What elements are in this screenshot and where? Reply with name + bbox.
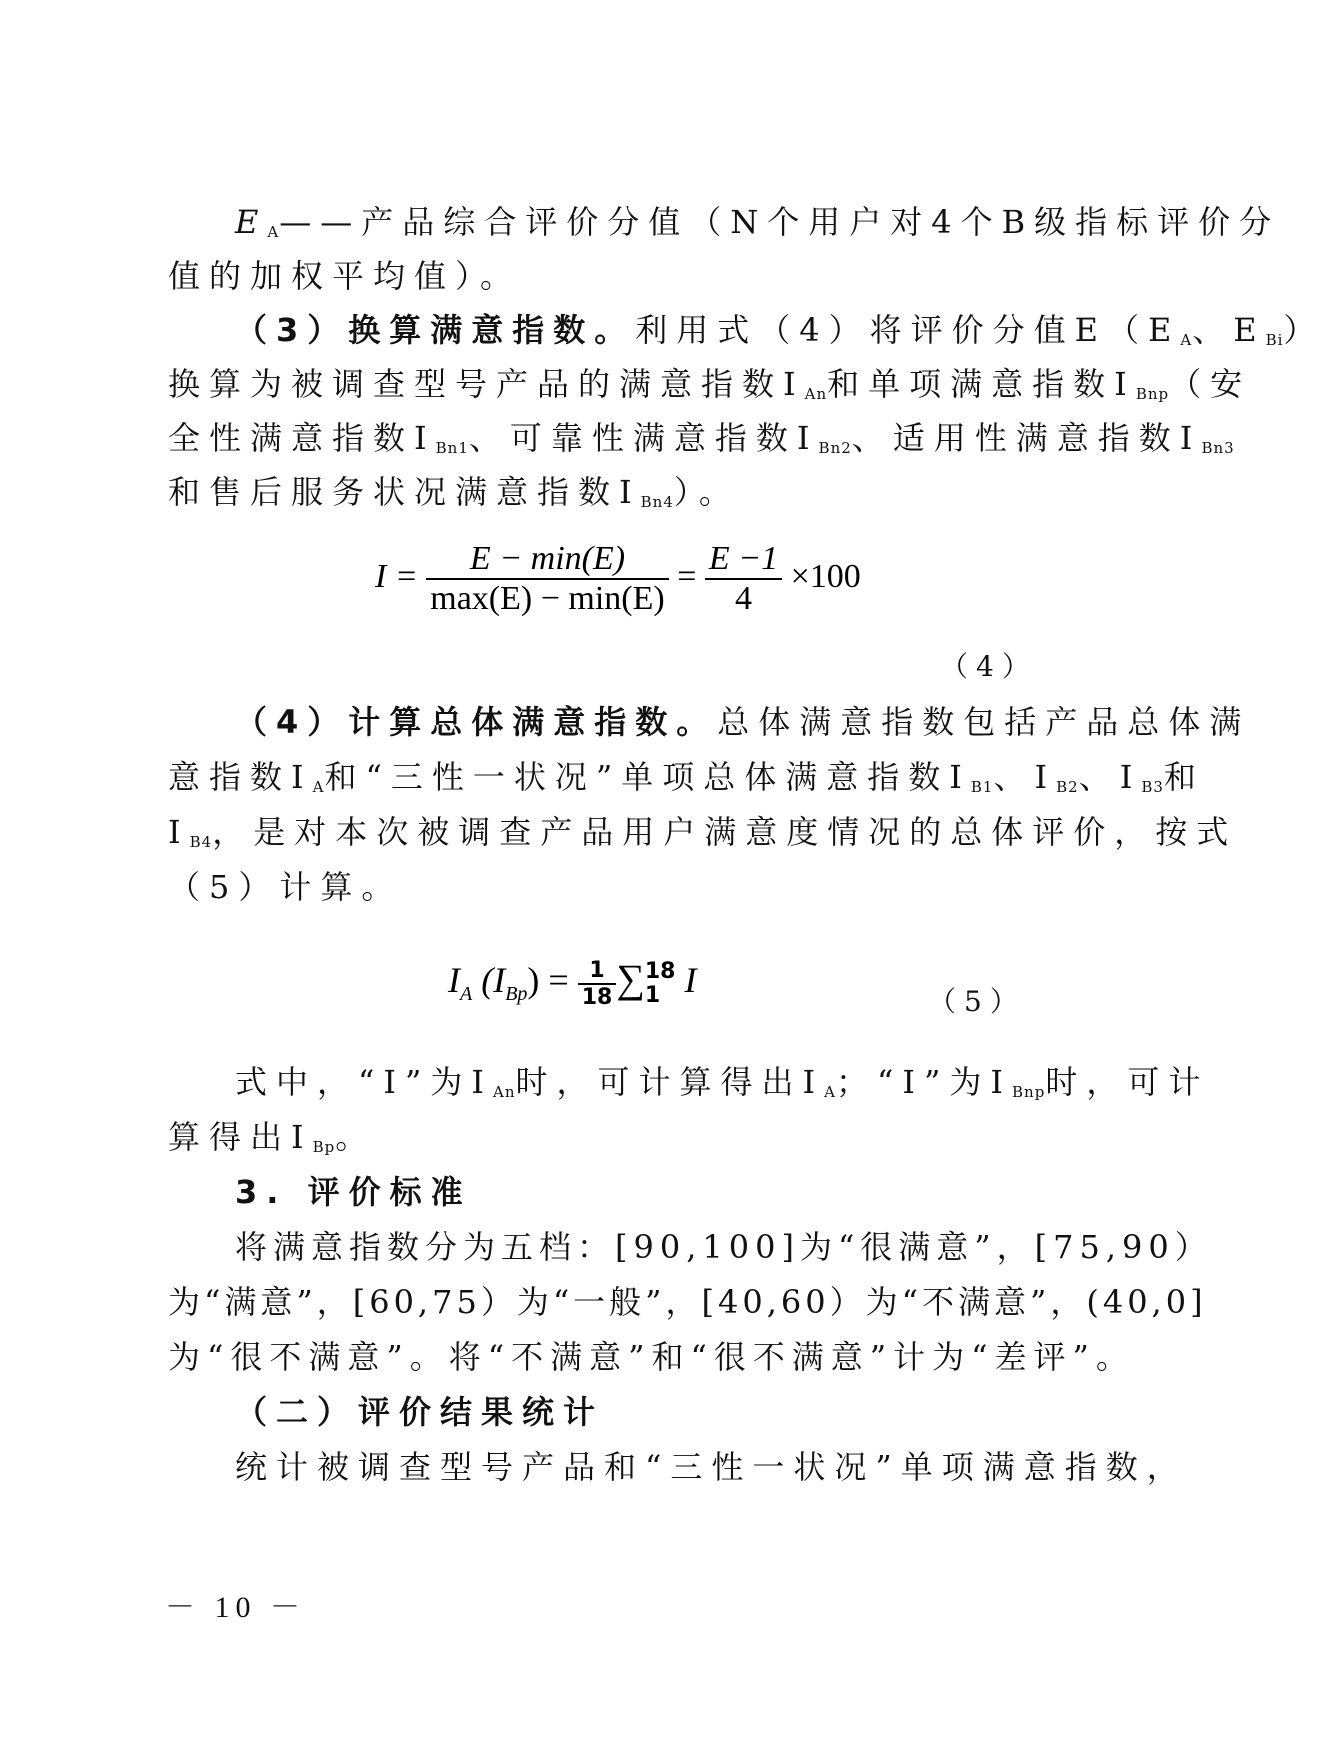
text-line (168, 362, 1252, 416)
text: 和“三性一状况”单项总体满意指数I (324, 758, 971, 796)
subscript: Bnp (1135, 385, 1170, 403)
text: ；“I”为I (836, 1063, 1013, 1101)
equation-number: （5） (928, 985, 1026, 1018)
text: 和单项满意指数I (827, 365, 1136, 403)
multiplier: ×100 (790, 557, 861, 595)
subscript: Bnp (1012, 1083, 1046, 1101)
text: 。 (335, 1118, 377, 1156)
subscript: A (824, 1083, 837, 1101)
section-heading: （4）计算总体满意指数。 (235, 703, 718, 741)
formula-paren: (I (481, 960, 506, 1000)
subscript: B2 (1056, 778, 1079, 796)
subscript: Bn2 (818, 439, 852, 457)
text: 和售后服务状况满意指数I (168, 473, 641, 511)
text: ，是对本次被调查产品用户满意度情况的总体评价，按式 (212, 813, 1238, 851)
subscript: B1 (970, 778, 994, 796)
text: 总体满意指数包括产品总体满 (717, 703, 1251, 741)
text: 算得出I (168, 1118, 313, 1156)
text-line: 值的加权平均值）。 (168, 257, 522, 295)
text-line: 为“满意”，[60,75）为“一般”，[40,60）为“不满意”，(40,0] (168, 1283, 1207, 1321)
fraction-minmax (426, 540, 668, 618)
text: 式中，“I”为I (235, 1063, 494, 1101)
subscript: Bn3 (1201, 439, 1235, 457)
upper-limit: 18 (644, 958, 676, 984)
text-line (168, 1115, 1090, 1169)
numerator: E − min(E) (426, 540, 668, 580)
denominator: 18 (581, 984, 613, 1010)
equals-sign: = (548, 960, 569, 1000)
summation-limits (645, 960, 676, 1008)
subscript: A (267, 223, 280, 241)
text: 意指数I (168, 758, 313, 796)
section-heading: （3）换算满意指数。 (235, 311, 636, 349)
text: 、E (1192, 311, 1266, 349)
text: 时，可计算得出I (515, 1063, 825, 1101)
formula-paren-close: ) (527, 960, 540, 1000)
equation-number: （4） (940, 650, 1038, 683)
text-line (168, 416, 1235, 470)
text: ——产品综合评价分值（N个用户对4个B级指标评价分 (279, 203, 1281, 241)
section-heading: （二）评价结果统计 (235, 1393, 605, 1431)
formula-subscript: Bp (505, 983, 528, 1005)
text: I (168, 813, 190, 851)
equals-sign: = (677, 557, 697, 595)
text: 、I (1078, 758, 1142, 796)
subscript: B4 (189, 833, 213, 851)
subscript: A (312, 778, 325, 796)
text: 全性满意指数I (168, 419, 436, 457)
subscript: Bn1 (435, 439, 469, 457)
numerator: 1 (578, 958, 617, 985)
text: 、适用性满意指数I (851, 419, 1202, 457)
formula-5 (448, 955, 697, 1010)
subscript: Bn4 (640, 493, 674, 511)
text-line (168, 810, 1238, 864)
formula-var: I (684, 960, 697, 1000)
subscript: Bp (312, 1138, 336, 1156)
subscript: An (493, 1083, 516, 1101)
symbol-e: E (235, 203, 268, 241)
page-number: － 10 － (165, 1591, 306, 1624)
text: 时，可计 (1045, 1063, 1210, 1101)
formula-subscript: A (460, 983, 473, 1005)
text: （安 (1169, 365, 1252, 403)
text-line (235, 1060, 1210, 1114)
formula-lhs: I (448, 960, 460, 1000)
text-line (168, 470, 1090, 524)
text-line (235, 200, 1281, 254)
text: 、I (993, 758, 1057, 796)
fraction-simplified (705, 540, 782, 618)
formula-4 (375, 540, 861, 618)
subscript: Bi (1265, 331, 1284, 349)
subscript: An (804, 385, 828, 403)
text-line (235, 308, 1324, 362)
text-line: 将满意指数分为五档：[90,100]为“很满意”，[75,90） (235, 1228, 1213, 1266)
subscript: A (1180, 331, 1193, 349)
denominator: max(E) − min(E) (430, 580, 665, 617)
text-line: （5）计算。 (168, 868, 403, 906)
numerator: E −1 (705, 540, 782, 580)
summation-sign: ∑ (616, 956, 645, 1001)
fraction-one-over-18 (578, 958, 617, 1010)
lower-limit: 1 (644, 982, 661, 1008)
text-line (168, 755, 1205, 809)
text: 和 (1163, 758, 1205, 796)
text: 、可靠性满意指数I (468, 419, 819, 457)
formula-lhs: I = (375, 557, 418, 595)
text-line (235, 700, 1251, 744)
text-line: 统计被调查型号产品和“三性一状况”单项满意指数， (235, 1448, 1188, 1486)
denominator: 4 (735, 580, 752, 617)
text-line: 为“很不满意”。将“不满意”和“很不满意”计为“差评”。 (168, 1338, 1135, 1376)
text: 换算为被调查型号产品的满意指数I (168, 365, 805, 403)
text: ） (1283, 311, 1324, 349)
subscript: B3 (1141, 778, 1164, 796)
text: ）。 (673, 473, 740, 511)
section-heading: 3. 评价标准 (235, 1173, 472, 1211)
text: 利用式（4）将评价分值E（E (635, 311, 1181, 349)
